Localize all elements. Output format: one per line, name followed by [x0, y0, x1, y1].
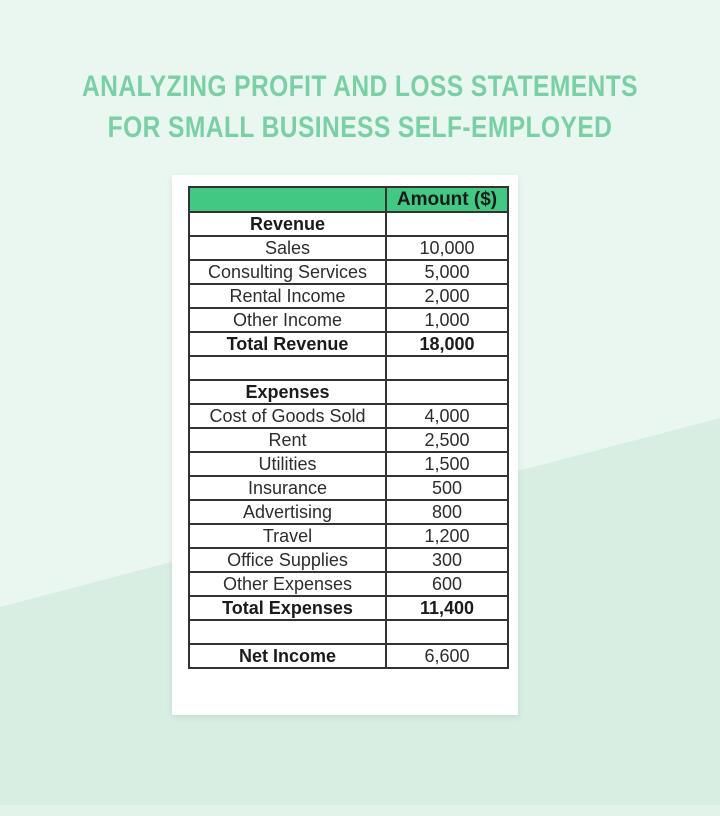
row-value: 1,500: [386, 452, 508, 476]
row-value: 800: [386, 500, 508, 524]
row-value: 600: [386, 572, 508, 596]
table-row-sales: [189, 236, 508, 260]
table-row-rent: [189, 428, 508, 452]
row-label: Revenue: [189, 212, 386, 236]
row-label: Net Income: [189, 644, 386, 668]
row-label: Total Revenue: [189, 332, 386, 356]
table-row-advertising: [189, 500, 508, 524]
table-row-cost-of-goods-sold: [189, 404, 508, 428]
row-label: Advertising: [189, 500, 386, 524]
table-header-row: [189, 187, 508, 212]
table-row-consulting-services: [189, 260, 508, 284]
row-label: Insurance: [189, 476, 386, 500]
row-value: [386, 212, 508, 236]
row-value: 1,000: [386, 308, 508, 332]
page-title-line-2: FOR SMALL BUSINESS SELF-EMPLOYED: [107, 111, 613, 144]
table-row-expenses-section: [189, 380, 508, 404]
row-value: 6,600: [386, 644, 508, 668]
amount-column-header: Amount ($): [386, 187, 508, 212]
table-card: [172, 175, 518, 715]
row-value: 4,000: [386, 404, 508, 428]
row-label: Travel: [189, 524, 386, 548]
row-label: Office Supplies: [189, 548, 386, 572]
row-label: [189, 620, 386, 644]
row-label: Other Expenses: [189, 572, 386, 596]
row-label: Consulting Services: [189, 260, 386, 284]
row-label: Total Expenses: [189, 596, 386, 620]
table-row-total-revenue: [189, 332, 508, 356]
table-row-insurance: [189, 476, 508, 500]
row-label: Rental Income: [189, 284, 386, 308]
row-label: Cost of Goods Sold: [189, 404, 386, 428]
row-value: 500: [386, 476, 508, 500]
table-row-total-expenses: [189, 596, 508, 620]
row-value: 18,000: [386, 332, 508, 356]
profit-loss-table: [188, 186, 509, 669]
row-value: [386, 620, 508, 644]
table-row-office-supplies: [189, 548, 508, 572]
row-label: Expenses: [189, 380, 386, 404]
row-value: [386, 380, 508, 404]
row-value: 10,000: [386, 236, 508, 260]
table-row-spacer: [189, 356, 508, 380]
row-label: Other Income: [189, 308, 386, 332]
table-row-revenue-section: [189, 212, 508, 236]
row-label: Rent: [189, 428, 386, 452]
item-column-header: [189, 187, 386, 212]
row-label: Utilities: [189, 452, 386, 476]
row-value: 1,200: [386, 524, 508, 548]
row-value: 2,500: [386, 428, 508, 452]
row-label: [189, 356, 386, 380]
row-value: 5,000: [386, 260, 508, 284]
page-title: [65, 66, 655, 148]
background-bottom-strip: [0, 805, 720, 816]
table-row-other-income: [189, 308, 508, 332]
table-row-net-income: [189, 644, 508, 668]
table-row-utilities: [189, 452, 508, 476]
page-title-line-1: ANALYZING PROFIT AND LOSS STATEMENTS: [82, 70, 638, 103]
row-value: [386, 356, 508, 380]
row-label: Sales: [189, 236, 386, 260]
table-row-rental-income: [189, 284, 508, 308]
table-row-spacer: [189, 620, 508, 644]
row-value: 300: [386, 548, 508, 572]
row-value: 11,400: [386, 596, 508, 620]
table-row-other-expenses: [189, 572, 508, 596]
table-row-travel: [189, 524, 508, 548]
row-value: 2,000: [386, 284, 508, 308]
